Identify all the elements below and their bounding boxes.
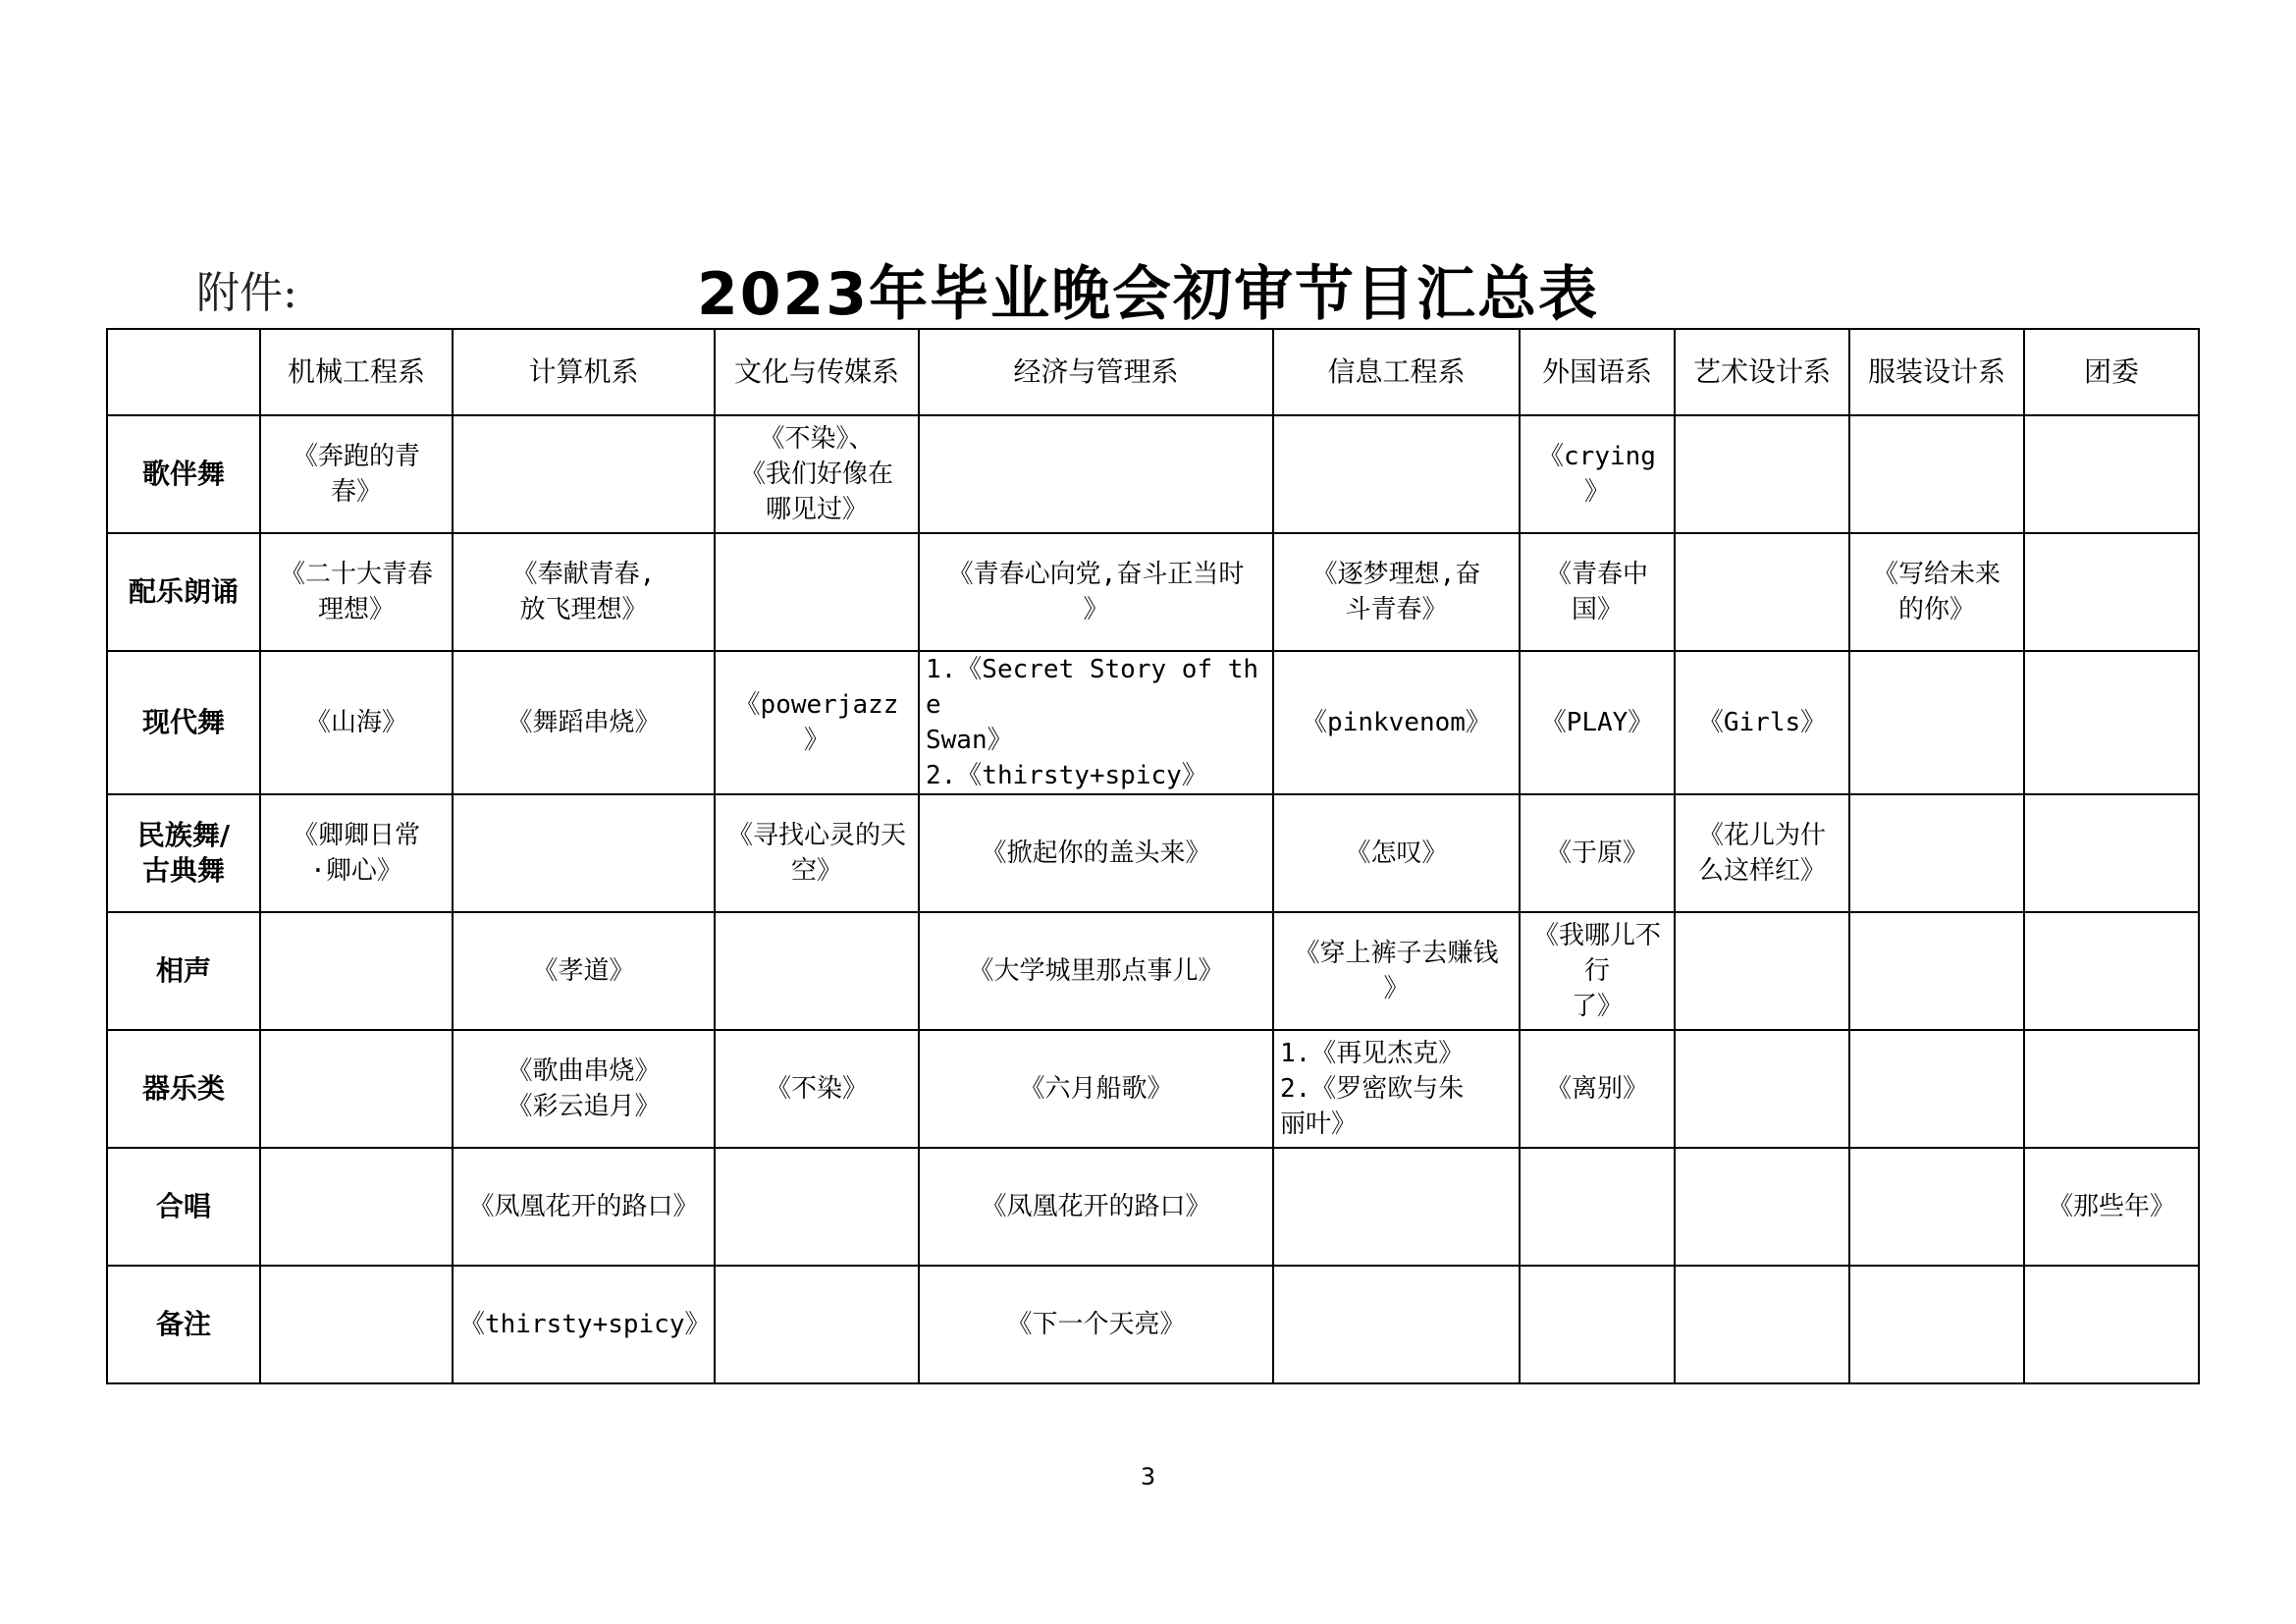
row-header: 器乐类 (107, 1030, 260, 1148)
table-row (107, 794, 2199, 912)
table-cell (453, 794, 715, 912)
program-title-line: 《穿上裤子去赚钱 (1294, 939, 1499, 968)
program-title-line: 《青春中 (1545, 560, 1648, 589)
document-title: 2023年毕业晚会初审节目汇总表 (697, 260, 1599, 329)
table-cell (1273, 1030, 1520, 1148)
program-title-line: 2.《thirsty+spicy》 (926, 761, 1207, 790)
table-cell (1273, 533, 1520, 651)
table-cell (1675, 912, 1849, 1030)
table-cell (1849, 651, 2024, 794)
table-row (107, 1030, 2199, 1148)
program-title-line: 2.《罗密欧与朱 (1280, 1074, 1465, 1104)
table-header-row (107, 329, 2199, 415)
table-cell (260, 1030, 453, 1148)
table-cell (2024, 415, 2199, 533)
table-cell (919, 1266, 1273, 1383)
table-cell (1675, 1148, 1849, 1266)
program-title-line: 《二十大青春 (279, 560, 433, 589)
table-cell (1849, 794, 2024, 912)
program-title-line: 《彩云追月》 (507, 1092, 661, 1121)
table-cell (715, 794, 919, 912)
table-cell (260, 1148, 453, 1266)
column-header: 信息工程系 (1273, 329, 1520, 415)
program-title-line: 《歌曲串烧》 (507, 1056, 661, 1086)
row-header-line: 古典舞 (141, 854, 225, 887)
table-cell (453, 415, 715, 533)
table-row (107, 1148, 2199, 1266)
program-title-line: 《Girls》 (1697, 708, 1827, 737)
table-cell (919, 912, 1273, 1030)
row-header: 现代舞 (107, 651, 260, 794)
program-title-line: 《寻找心灵的天 (726, 821, 906, 850)
table-row (107, 533, 2199, 651)
table-cell (260, 651, 453, 794)
program-title-line: 《奉献青春, (511, 560, 656, 589)
table-cell (1273, 1266, 1520, 1383)
row-header (107, 794, 260, 912)
table-cell (1849, 415, 2024, 533)
program-title-line: 《舞蹈串烧》 (507, 708, 661, 737)
table-cell (1849, 1148, 2024, 1266)
table-cell (1520, 794, 1675, 912)
program-title-line: 空》 (790, 856, 842, 886)
table-cell (1520, 1266, 1675, 1383)
program-title-line: 1.《Secret Story of the (926, 655, 1259, 720)
table-cell (453, 912, 715, 1030)
program-title-line: 的你》 (1897, 595, 1975, 624)
table-cell (1520, 533, 1675, 651)
table-row (107, 415, 2199, 533)
program-title-line: 丽叶》 (1280, 1110, 1358, 1139)
program-title-line: 《大学城里那点事儿》 (968, 956, 1224, 986)
program-title-line: 《下一个天亮》 (1006, 1310, 1186, 1339)
program-title-line: 》 (1383, 974, 1410, 1003)
table-cell (1273, 651, 1520, 794)
table-cell (715, 1148, 919, 1266)
table-cell (1675, 533, 1849, 651)
table-cell (1675, 1266, 1849, 1383)
table-cell (453, 533, 715, 651)
program-title-line: ·卿心》 (310, 856, 402, 886)
program-title-line: 《凤凰花开的路口》 (468, 1192, 699, 1221)
column-header: 团委 (2024, 329, 2199, 415)
table-cell (1520, 1030, 1675, 1148)
table-cell (919, 1030, 1273, 1148)
program-title-line: 《怎叹》 (1345, 839, 1448, 868)
table-cell (2024, 1266, 2199, 1383)
program-title-line: 》 (803, 726, 829, 755)
column-header: 文化与传媒系 (715, 329, 919, 415)
table-cell (453, 1148, 715, 1266)
program-title-line: 《奔跑的青 (292, 442, 420, 471)
program-title-line: 春》 (330, 477, 382, 507)
table-row (107, 651, 2199, 794)
table-row (107, 1266, 2199, 1383)
column-header: 艺术设计系 (1675, 329, 1849, 415)
program-title-line: 了》 (1571, 992, 1623, 1021)
program-title-line: 哪见过》 (765, 495, 868, 524)
row-header: 相声 (107, 912, 260, 1030)
program-title-line: 《逐梦理想,奋 (1311, 560, 1481, 589)
program-title-line: 放飞理想》 (519, 595, 648, 624)
program-summary-table (106, 328, 2200, 1384)
table-cell (715, 415, 919, 533)
table-cell (260, 415, 453, 533)
attachment-label: 附件: (196, 268, 297, 318)
table-cell (919, 533, 1273, 651)
table-cell (1273, 1148, 1520, 1266)
table-cell (1520, 912, 1675, 1030)
program-title-line: 《pinkvenom》 (1302, 708, 1491, 737)
table-cell (453, 1030, 715, 1148)
program-title-line: 《青春心向党,奋斗正当时 (947, 560, 1245, 589)
program-title-line: 《花儿为什 (1697, 821, 1826, 850)
table-cell (453, 1266, 715, 1383)
table-cell (2024, 912, 2199, 1030)
program-title-line: 《掀起你的盖头来》 (981, 839, 1211, 868)
table-corner-cell (107, 329, 260, 415)
table-cell (1273, 912, 1520, 1030)
table-cell (1675, 1030, 1849, 1148)
table-cell (1849, 912, 2024, 1030)
table-cell (2024, 651, 2199, 794)
table-cell (2024, 1030, 2199, 1148)
program-title-line: Swan》 (926, 726, 1013, 755)
program-title-line: 《六月船歌》 (1019, 1074, 1173, 1104)
program-title-line: 《离别》 (1545, 1074, 1648, 1104)
table-cell (2024, 1148, 2199, 1266)
program-title-line: 理想》 (317, 595, 395, 624)
program-title-line: 《写给未来 (1872, 560, 2001, 589)
table-cell (715, 651, 919, 794)
program-title-line: 斗青春》 (1345, 595, 1448, 624)
table-cell (715, 1266, 919, 1383)
program-title-line: 《PLAY》 (1540, 708, 1654, 737)
table-cell (919, 794, 1273, 912)
program-title-line: 《我哪儿不行 (1532, 921, 1661, 986)
program-title-line: 《不染》、 (759, 424, 875, 454)
table-cell (260, 912, 453, 1030)
row-header: 合唱 (107, 1148, 260, 1266)
table-cell (260, 794, 453, 912)
table-row (107, 912, 2199, 1030)
program-title-line: 《thirsty+spicy》 (459, 1310, 711, 1339)
program-title-line: 《孝道》 (532, 956, 635, 986)
table-cell (1849, 1266, 2024, 1383)
program-title-line: 《山海》 (304, 708, 407, 737)
table-cell (1849, 533, 2024, 651)
table-body (107, 415, 2199, 1383)
table-cell (919, 651, 1273, 794)
program-title-line: 么这样红》 (1697, 856, 1826, 886)
column-header: 经济与管理系 (919, 329, 1273, 415)
table-cell (715, 1030, 919, 1148)
column-header: 计算机系 (453, 329, 715, 415)
table-cell (1675, 794, 1849, 912)
program-title-line: 》 (1583, 477, 1610, 507)
table-cell (1520, 651, 1675, 794)
column-header: 外国语系 (1520, 329, 1675, 415)
program-title-line: 1.《再见杰克》 (1280, 1039, 1465, 1068)
page-number: 3 (1140, 1463, 1156, 1490)
program-title-line: 《我们好像在 (739, 460, 893, 489)
program-title-line: 《不染》 (765, 1074, 868, 1104)
program-title-line: 《crying (1538, 442, 1656, 471)
row-header: 备注 (107, 1266, 260, 1383)
table-cell (1520, 415, 1675, 533)
program-title-line: 《凤凰花开的路口》 (981, 1192, 1211, 1221)
row-header: 歌伴舞 (107, 415, 260, 533)
table-cell (2024, 794, 2199, 912)
program-title-line: 《于原》 (1545, 839, 1648, 868)
table-cell (2024, 533, 2199, 651)
program-title-line: 国》 (1571, 595, 1623, 624)
column-header: 机械工程系 (260, 329, 453, 415)
table-cell (453, 651, 715, 794)
table-cell (1675, 651, 1849, 794)
row-header: 配乐朗诵 (107, 533, 260, 651)
table-cell (919, 415, 1273, 533)
table-cell (260, 533, 453, 651)
program-title-line: 《那些年》 (2047, 1192, 2175, 1221)
table-cell (1849, 1030, 2024, 1148)
table-cell (919, 1148, 1273, 1266)
table-cell (715, 533, 919, 651)
program-title-line: 《卿卿日常 (292, 821, 420, 850)
table-cell (260, 1266, 453, 1383)
program-title-line: 《powerjazz (734, 690, 899, 720)
table-cell (1273, 415, 1520, 533)
table-cell (1520, 1148, 1675, 1266)
program-title-line: 》 (1083, 595, 1109, 624)
column-header: 服装设计系 (1849, 329, 2024, 415)
table-cell (1273, 794, 1520, 912)
table-cell (715, 912, 919, 1030)
row-header-line: 民族舞/ (136, 819, 231, 851)
table-cell (1675, 415, 1849, 533)
